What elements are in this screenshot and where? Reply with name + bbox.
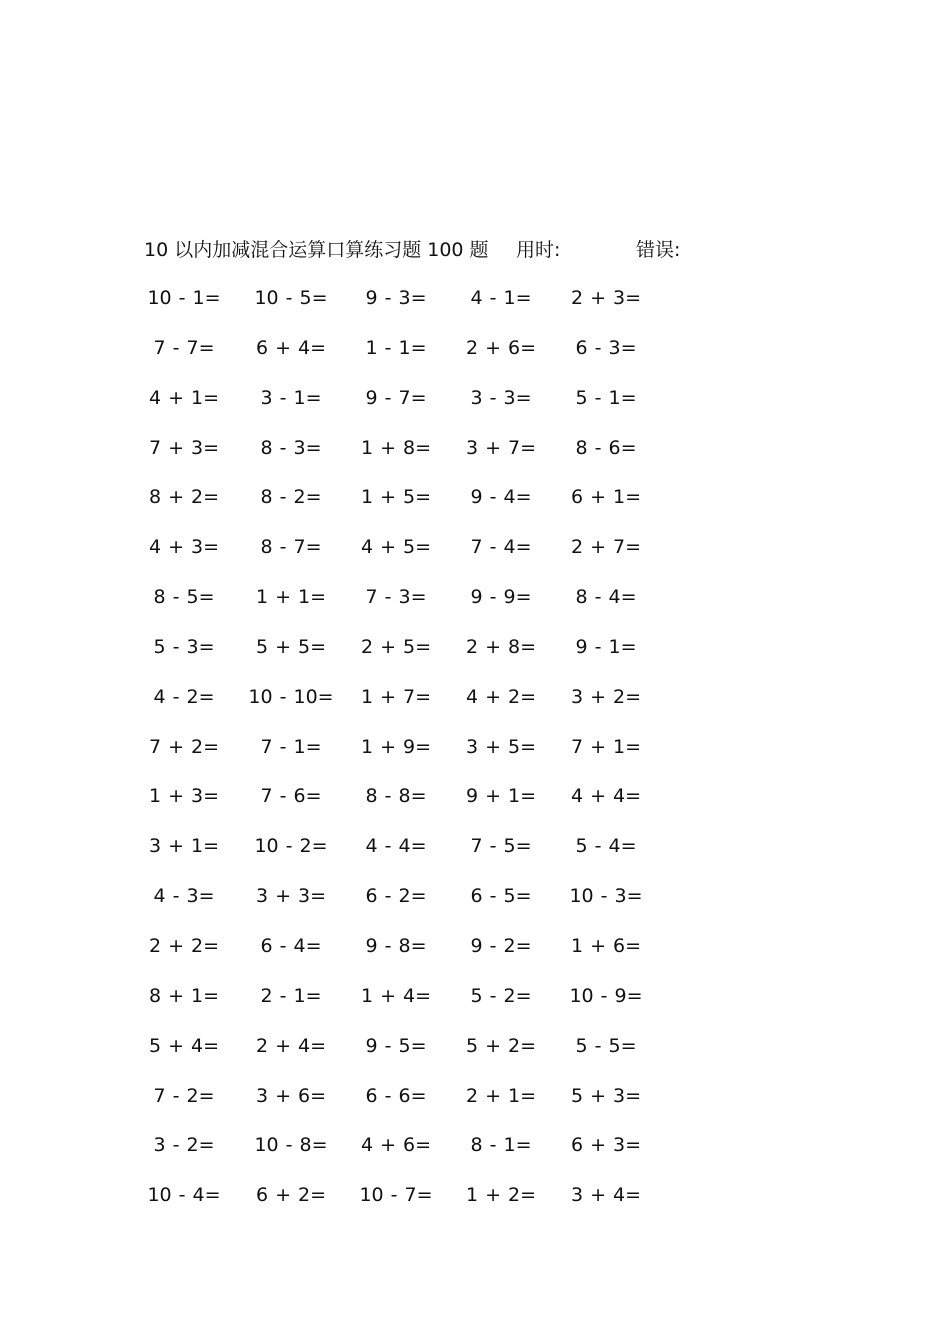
problem-cell: 4 - 1=	[470, 287, 532, 309]
problem-cell: 1 + 8=	[360, 436, 432, 459]
problem-cell: 7 + 3=	[148, 436, 220, 459]
problem-cell: 6 - 2=	[365, 885, 427, 908]
worksheet-header	[144, 236, 764, 264]
problem-cell: 7 - 7=	[153, 336, 215, 359]
problem-cell: 8 + 1=	[148, 984, 220, 1007]
problem-cell: 10 - 2=	[254, 835, 328, 858]
problem-row	[0, 384, 950, 434]
problem-row	[0, 932, 950, 982]
problem-row	[0, 882, 950, 932]
problem-cell: 9 + 1=	[465, 785, 537, 808]
problem-cell: 4 + 6=	[360, 1134, 432, 1157]
problem-cell: 5 + 2=	[465, 1034, 537, 1057]
problem-cell: 10 - 3=	[569, 885, 643, 908]
problem-cell: 8 - 5=	[153, 586, 215, 609]
problem-cell: 2 - 1=	[260, 984, 322, 1007]
problem-cell: 5 - 3=	[153, 635, 215, 658]
problem-cell: 6 + 4=	[255, 336, 327, 359]
problem-cell: 8 - 8=	[365, 785, 427, 808]
problem-cell: 7 + 2=	[148, 735, 220, 758]
problem-cell: 3 + 3=	[255, 885, 327, 908]
problem-cell: 2 + 7=	[570, 536, 642, 559]
problem-cell: 3 - 2=	[153, 1134, 215, 1157]
problem-cell: 10 - 1=	[147, 287, 221, 309]
problem-row	[0, 533, 950, 583]
problem-cell: 5 - 2=	[470, 984, 532, 1007]
problem-cell: 10 - 8=	[254, 1134, 328, 1157]
problem-row	[0, 284, 950, 334]
problem-cell: 4 - 3=	[153, 885, 215, 908]
problem-row	[0, 782, 950, 832]
problem-cell: 10 - 4=	[147, 1184, 221, 1207]
problem-cell: 7 - 1=	[260, 735, 322, 758]
problem-cell: 3 + 2=	[570, 685, 642, 708]
problem-cell: 3 - 1=	[260, 386, 322, 409]
problem-cell: 8 - 7=	[260, 536, 322, 559]
problem-cell: 3 + 5=	[465, 735, 537, 758]
problem-cell: 5 - 1=	[575, 386, 637, 409]
problem-cell: 7 - 6=	[260, 785, 322, 808]
problem-cell: 2 + 3=	[570, 287, 642, 309]
problem-cell: 5 + 5=	[255, 635, 327, 658]
problem-cell: 6 - 4=	[260, 934, 322, 957]
problem-cell: 6 + 1=	[570, 486, 642, 509]
problem-cell: 5 - 5=	[575, 1034, 637, 1057]
problem-cell: 7 - 5=	[470, 835, 532, 858]
problem-cell: 9 - 4=	[470, 486, 532, 509]
problem-cell: 4 - 4=	[365, 835, 427, 858]
problem-cell: 2 + 2=	[148, 934, 220, 957]
problem-cell: 10 - 9=	[569, 984, 643, 1007]
problem-cell: 10 - 5=	[254, 287, 328, 309]
problem-cell: 8 - 1=	[470, 1134, 532, 1157]
worksheet-title: 10 以内加减混合运算口算练习题 100 题	[144, 239, 489, 261]
problem-cell: 9 - 7=	[365, 386, 427, 409]
problem-cell: 10 - 10=	[248, 685, 334, 708]
problem-cell: 9 - 9=	[470, 586, 532, 609]
problem-cell: 4 - 2=	[153, 685, 215, 708]
errors-label: 错误:	[636, 239, 681, 261]
problem-row	[0, 633, 950, 683]
problem-cell: 7 - 3=	[365, 586, 427, 609]
problem-row	[0, 733, 950, 783]
problem-grid	[0, 284, 950, 1231]
problem-cell: 3 + 6=	[255, 1084, 327, 1107]
problem-row	[0, 1131, 950, 1181]
problem-row	[0, 1032, 950, 1082]
problem-cell: 10 - 7=	[359, 1184, 433, 1207]
problem-cell: 2 + 1=	[465, 1084, 537, 1107]
problem-row	[0, 334, 950, 384]
problem-cell: 4 + 1=	[148, 386, 220, 409]
problem-cell: 9 - 1=	[575, 635, 637, 658]
problem-cell: 8 - 6=	[575, 436, 637, 459]
problem-cell: 9 - 2=	[470, 934, 532, 957]
problem-cell: 3 + 7=	[465, 436, 537, 459]
problem-cell: 8 - 4=	[575, 586, 637, 609]
problem-cell: 2 + 6=	[465, 336, 537, 359]
problem-cell: 4 + 2=	[465, 685, 537, 708]
problem-row	[0, 982, 950, 1032]
time-used-label: 用时:	[516, 239, 561, 261]
problem-cell: 8 - 2=	[260, 486, 322, 509]
problem-row	[0, 832, 950, 882]
problem-cell: 9 - 8=	[365, 934, 427, 957]
problem-cell: 2 + 8=	[465, 635, 537, 658]
problem-cell: 8 + 2=	[148, 486, 220, 509]
problem-row	[0, 683, 950, 733]
problem-cell: 7 - 2=	[153, 1084, 215, 1107]
problem-cell: 3 + 1=	[148, 835, 220, 858]
problem-cell: 3 + 4=	[570, 1184, 642, 1207]
problem-row	[0, 434, 950, 484]
problem-cell: 7 + 1=	[570, 735, 642, 758]
problem-cell: 2 + 5=	[360, 635, 432, 658]
problem-cell: 1 + 2=	[465, 1184, 537, 1207]
problem-cell: 9 - 5=	[365, 1034, 427, 1057]
problem-cell: 1 + 7=	[360, 685, 432, 708]
problem-cell: 2 + 4=	[255, 1034, 327, 1057]
problem-cell: 1 + 5=	[360, 486, 432, 509]
problem-row	[0, 1181, 950, 1231]
problem-cell: 6 + 3=	[570, 1134, 642, 1157]
problem-cell: 5 + 4=	[148, 1034, 220, 1057]
problem-row	[0, 583, 950, 633]
problem-cell: 1 + 3=	[148, 785, 220, 808]
problem-cell: 4 + 4=	[570, 785, 642, 808]
problem-cell: 4 + 5=	[360, 536, 432, 559]
problem-cell: 1 + 9=	[360, 735, 432, 758]
problem-row	[0, 1082, 950, 1132]
problem-cell: 5 - 4=	[575, 835, 637, 858]
problem-cell: 1 + 4=	[360, 984, 432, 1007]
problem-row	[0, 483, 950, 533]
problem-cell: 1 + 1=	[255, 586, 327, 609]
problem-cell: 4 + 3=	[148, 536, 220, 559]
problem-cell: 5 + 3=	[570, 1084, 642, 1107]
problem-cell: 1 + 6=	[570, 934, 642, 957]
problem-cell: 9 - 3=	[365, 287, 427, 309]
problem-cell: 7 - 4=	[470, 536, 532, 559]
problem-cell: 1 - 1=	[365, 336, 427, 359]
problem-cell: 6 - 3=	[575, 336, 637, 359]
problem-cell: 3 - 3=	[470, 386, 532, 409]
problem-cell: 6 - 5=	[470, 885, 532, 908]
problem-cell: 6 - 6=	[365, 1084, 427, 1107]
problem-cell: 6 + 2=	[255, 1184, 327, 1207]
problem-cell: 8 - 3=	[260, 436, 322, 459]
